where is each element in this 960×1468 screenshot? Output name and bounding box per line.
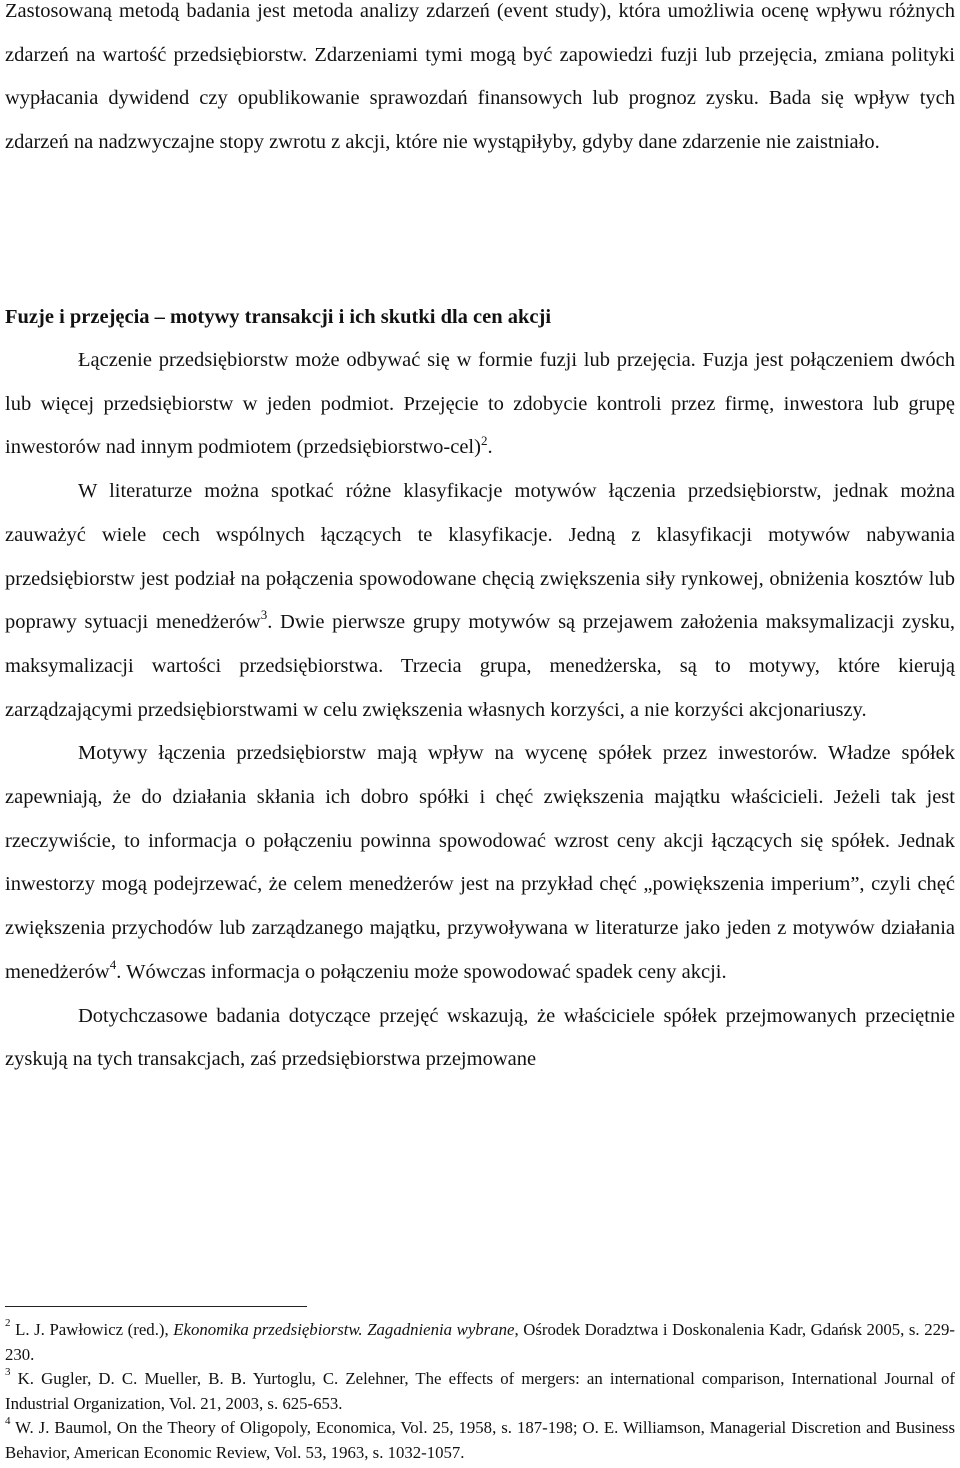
footnote-text-end: , Ośrodek Doradztwa i Doskonalenia Kadr, Gdańsk 2005, s. 229-230. (5, 1320, 955, 1364)
footnote-ref-2[interactable]: 2 (480, 432, 488, 448)
footnote-separator (5, 1306, 307, 1307)
section-body (5, 339, 955, 1082)
footnote-2 (5, 1318, 955, 1367)
footnote-number: 4 (5, 1415, 11, 1428)
paragraph-text: W literaturze można spotkać różne klasyfikacje motywów łączenia przedsiębiorstw, jednak można zauważyć wiele cech wspólnych łączących te klasyfikacje. Jedną z klasyfikacji motywów nabywania przedsiębiorstw jest podział na połączenia spowodowane chęcią zwiększenia siły rynkowej, obniżenia kosztów lub poprawy sytuacji menedżerów (5, 480, 955, 634)
paragraph-text: Motywy łączenia przedsiębiorstw mają wpływ na wycenę spółek przez inwestorów. Władze spółek zapewniają, że do działania skłania ich dobro spółki i chęć zwiększenia majątku właścicieli. Jeżeli tak jest rzeczywiście, to informacja o połączeniu powinna spowodować wzrost ceny akcji łączących się spółek. Jednak inwestorzy mogą podejrzewać, że celem menedżerów jest na przykład chęć „powiększenia imperium”, czyli chęć zwiększenia przychodów lub zarządzanego majątku, przywoływana w literaturze jako jeden z motywów działania menedżerów (5, 742, 955, 983)
footnote-text: W. J. Baumol, On the Theory of Oligopoly, Economica, Vol. 25, 1958, s. 187-198; O. E. Williamson, Managerial Discretion and Business Behavior, American Economic Review, Vol. 53, 1963, s. 1032-1057. (5, 1418, 955, 1462)
footnote-ref-3[interactable]: 3 (260, 607, 268, 623)
footnote-title-italic: Ekonomika przedsiębiorstw. Zagadnienia wybrane (173, 1320, 515, 1339)
paragraph-text-end: . Wówczas informacja o połączeniu może spowodować spadek ceny akcji. (116, 960, 727, 983)
paragraph-prior-research: Dotychczasowe badania dotyczące przejęć wskazują, że właściciele spółek przejmowanych przeciętnie zyskują na tych transakcjach, zaś przedsiębiorstwa przejmowane (5, 1004, 955, 1071)
paragraph-motives-valuation (5, 732, 955, 994)
footnote-text: K. Gugler, D. C. Mueller, B. B. Yurtoglu, C. Zelehner, The effects of mergers: an international comparison, International Journal of Industrial Organization, Vol. 21, 2003, s. 625-653. (5, 1369, 955, 1413)
paragraph-text-end: . (487, 436, 493, 459)
footnote-number: 3 (5, 1366, 11, 1379)
footnote-ref-4[interactable]: 4 (109, 957, 117, 973)
paragraph-text: Łączenie przedsiębiorstw może odbywać się w formie fuzji lub przejęcia. Fuzja jest połączeniem dwóch lub więcej przedsiębiorstw w jeden podmiot. Przejęcie to zdobycie kontroli przez firmę, inwestora lub grupę inwestorów nad innym podmiotem (przedsiębiorstwo-cel) (5, 349, 955, 459)
footnote-text: L. J. Pawłowicz (red.), (10, 1320, 174, 1339)
paragraph-motives-classification (5, 470, 955, 732)
footnotes (5, 1318, 955, 1465)
footnote-3 (5, 1367, 955, 1416)
footnote-number: 2 (5, 1317, 11, 1330)
intro-paragraph: Zastosowaną metodą badania jest metoda analizy zdarzeń (event study), która umożliwia ocenę wpływu różnych zdarzeń na wartość przedsiębiorstw. Zdarzeniami tymi mogą być zapowiedzi fuzji lub przejęcia, zmiana polityki wypłacania dywidend czy opublikowanie sprawozdań finansowych lub prognoz zysku. Bada się wpływ tych zdarzeń na nadzwyczajne stopy zwrotu z akcji, które nie wystąpiłyby, gdyby dane zdarzenie nie zaistniało. (5, 0, 955, 154)
footnote-4 (5, 1416, 955, 1465)
paragraph-text-end: . Dwie pierwsze grupy motywów są przejawem założenia maksymalizacji zysku, maksymalizacji wartości przedsiębiorstwa. Trzecia grupa, menedżerska, są to motywy, które kierują zarządzającymi przedsiębiorstwami w celu zwiększenia własnych korzyści, a nie korzyści akcjonariuszy. (5, 611, 955, 721)
section-heading: Fuzje i przejęcia – motywy transakcji i ich skutki dla cen akcji (5, 306, 552, 328)
paragraph-fusion-definition (5, 339, 955, 470)
